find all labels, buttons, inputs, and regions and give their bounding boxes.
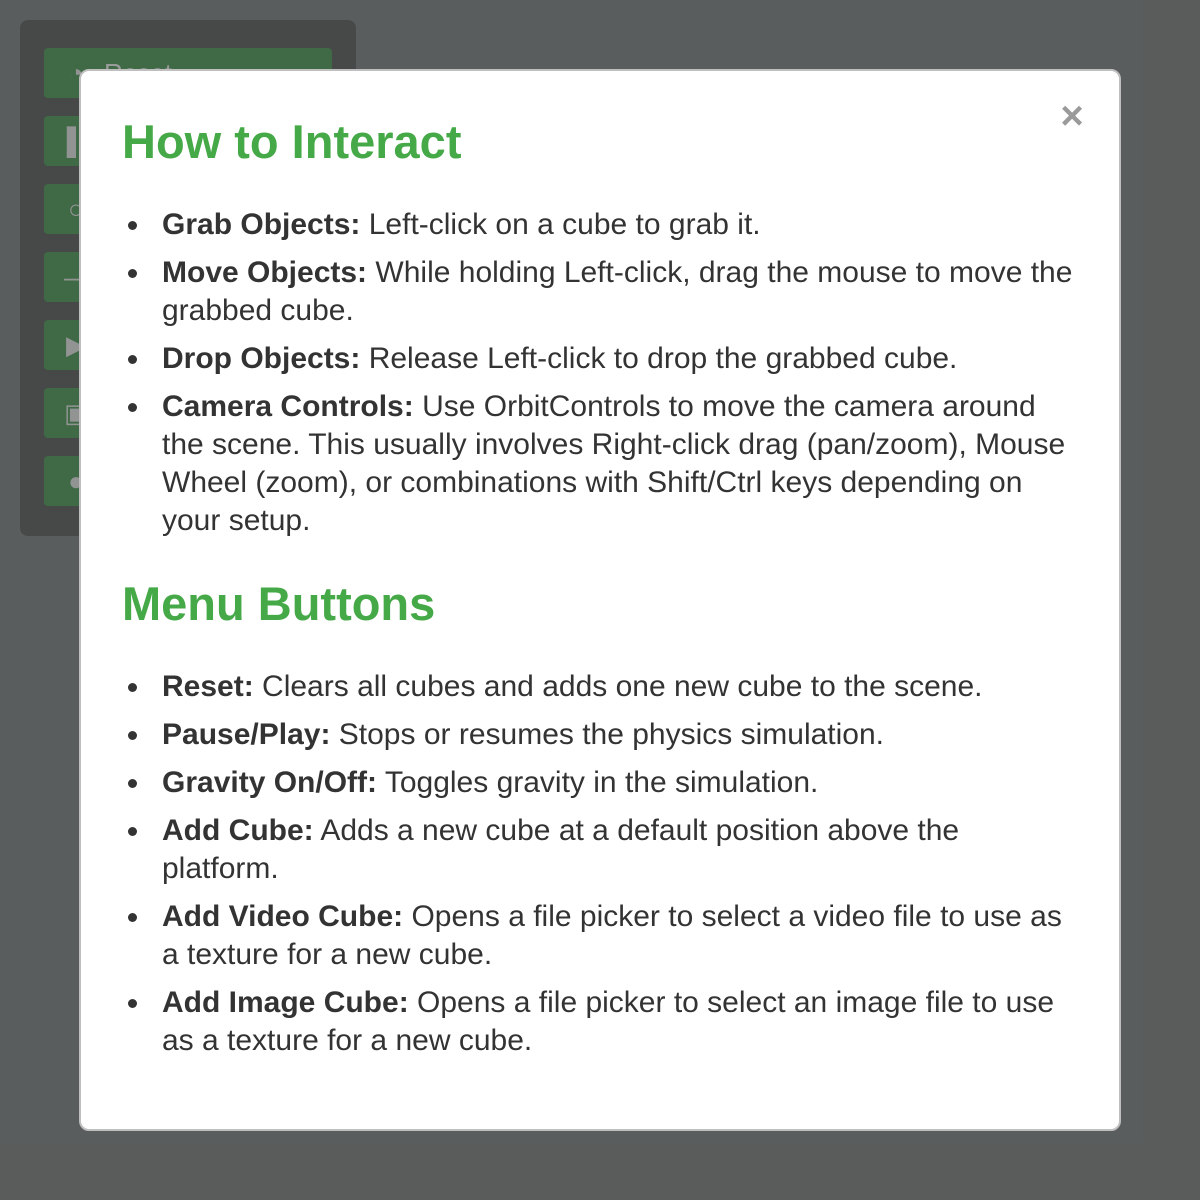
- list-item: [122, 898, 1082, 974]
- interact-heading: How to Interact: [122, 115, 462, 168]
- list-item: [122, 254, 1082, 330]
- list-item: [122, 764, 1082, 802]
- item-description: Opens a file picker to select a video file to use as a texture for a new cube.: [162, 900, 1062, 971]
- close-icon[interactable]: ×: [1060, 94, 1084, 138]
- item-term: Drop Objects:: [162, 342, 361, 375]
- item-description: Release Left-click to drop the grabbed cube.: [368, 342, 958, 375]
- list-item: [122, 984, 1082, 1060]
- item-description: Left-click on a cube to grab it.: [368, 208, 761, 241]
- item-term: Add Cube:: [162, 814, 314, 847]
- item-description: Use OrbitControls to move the camera around the scene. This usually involves Right-click drag (pan/zoom), Mouse Wheel (zoom), or combinations with Shift/Ctrl keys depending on your setup.: [162, 390, 1066, 537]
- menu-buttons-heading: Menu Buttons: [122, 577, 436, 630]
- item-term: Gravity On/Off:: [162, 766, 378, 799]
- item-description: Opens a file picker to select an image file to use as a texture for a new cube.: [162, 986, 1055, 1057]
- item-term: Add Video Cube:: [162, 900, 404, 933]
- item-description: Toggles gravity in the simulation.: [384, 766, 819, 799]
- list-item: [122, 206, 1082, 244]
- list-item: [122, 812, 1082, 888]
- interact-list: [122, 206, 1082, 550]
- item-term: Move Objects:: [162, 256, 368, 289]
- item-term: Pause/Play:: [162, 718, 331, 751]
- list-item: [122, 388, 1082, 540]
- list-item: [122, 668, 1082, 706]
- list-item: [122, 716, 1082, 754]
- item-description: Stops or resumes the physics simulation.: [338, 718, 885, 751]
- item-term: Camera Controls:: [162, 390, 414, 423]
- menu-buttons-list: [122, 668, 1082, 1070]
- help-modal: [79, 69, 1121, 1131]
- item-term: Grab Objects:: [162, 208, 361, 241]
- list-item: [122, 340, 1082, 378]
- item-description: Adds a new cube at a default position above the platform.: [162, 814, 960, 885]
- item-description: While holding Left-click, drag the mouse to move the grabbed cube.: [162, 256, 1073, 327]
- item-term: Add Image Cube:: [162, 986, 409, 1019]
- item-description: Clears all cubes and adds one new cube to the scene.: [262, 670, 983, 703]
- item-term: Reset:: [162, 670, 254, 703]
